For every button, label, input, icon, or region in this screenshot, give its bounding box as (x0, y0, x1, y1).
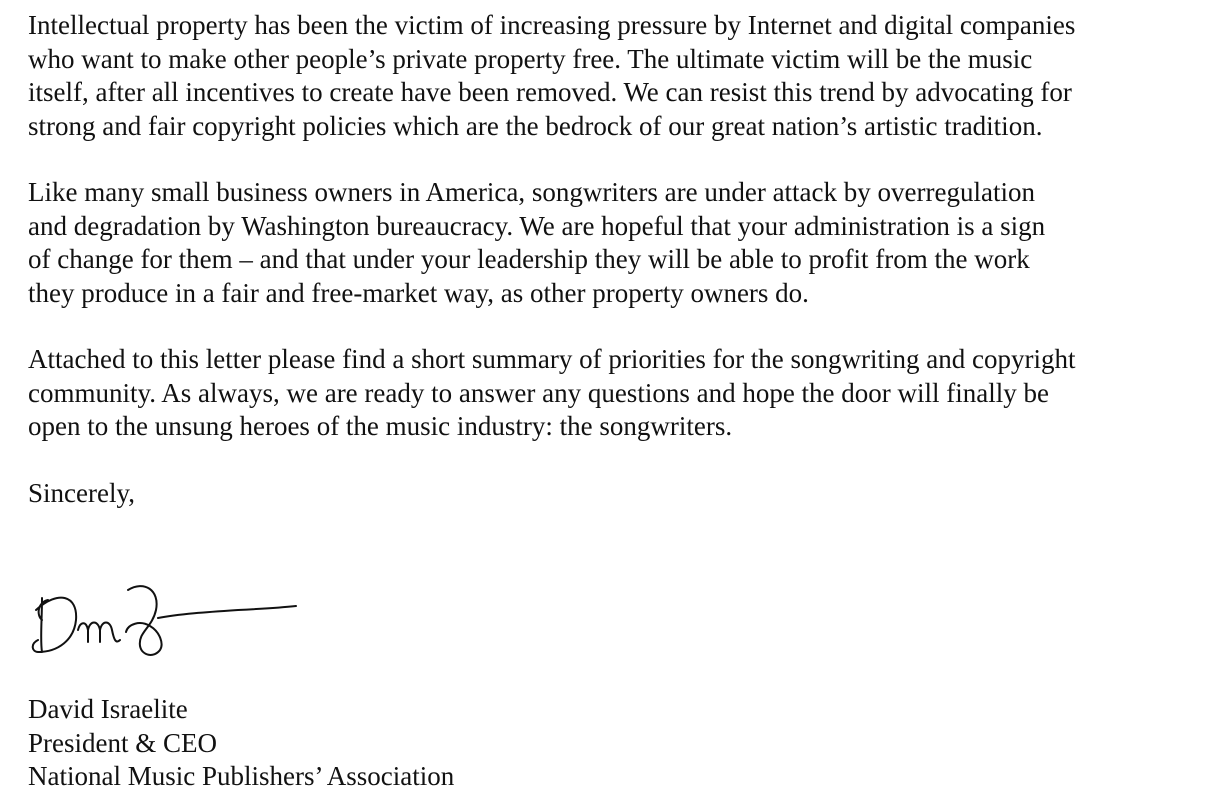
paragraph-1: Intellectual property has been the victim of increasing pressure by Internet and digital companies who want to make other people’s private property free. The ultimate victim will be the music itself, after all incentives to create have been removed. We can resist this trend by advocating for strong and fair copyright policies which are the bedrock of our great nation’s artistic tradition. (28, 10, 1076, 141)
signer-organization: National Music Publishers’ Association (28, 761, 455, 791)
paragraph-2: Like many small business owners in America, songwriters are under attack by overregulation and degradation by Washington bureaucracy. We are hopeful that your administration is a sign of change for them – and that under your leadership they will be able to profit from the work they produce in a fair and free-market way, as other property owners do. (28, 177, 1046, 308)
signer-title: President & CEO (28, 727, 217, 758)
paragraph-3: Attached to this letter please find a short summary of priorities for the songwriting and copyright community. As always, we are ready to answer any questions and hope the door will finally be open to the unsung heroes of the music industry: the songwriters. (28, 344, 1076, 441)
closing-salutation: Sincerely, (28, 478, 135, 508)
signer-block (28, 693, 454, 794)
signer-name: David Israelite (28, 694, 188, 724)
handwritten-signature (28, 540, 308, 670)
